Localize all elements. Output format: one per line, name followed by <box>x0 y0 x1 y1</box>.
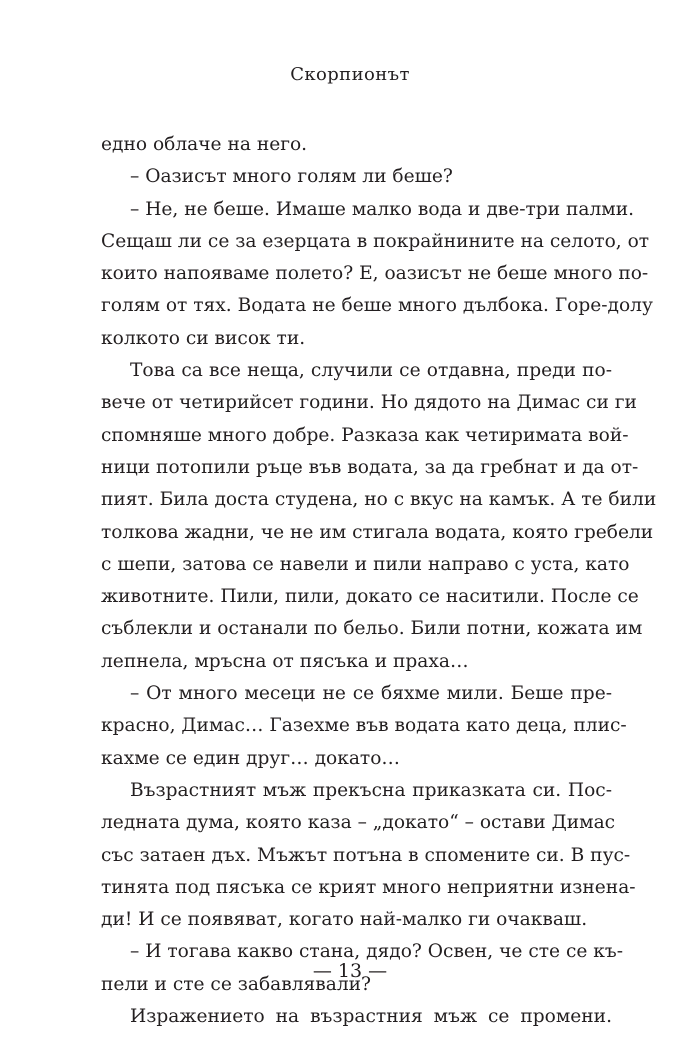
text-line: спомняше много добре. Разказа как четиримата вой- <box>101 424 629 446</box>
text-line: толкова жадни, че не им стигала водата, която гребели <box>101 521 654 543</box>
text-line: ници потопили ръце във водата, за да гребнат и да от- <box>101 456 639 478</box>
text-line: вече от четирийсет години. Но дядото на Димас си ги <box>101 392 637 414</box>
text-line: ди! И се появяват, когато най-малко ги очакваш. <box>101 909 588 931</box>
text-line: голям от тях. Водата не беше много дълбока. Горе-долу <box>101 295 653 317</box>
text-line: едно облаче на него. <box>101 134 308 155</box>
text-line: кахме се един друг… докато… <box>101 747 401 769</box>
text-line: Изражението на възрастния мъж се промени. <box>130 1006 612 1028</box>
text-line: пият. Била доста студена, но с вкус на камък. А те били <box>101 489 657 511</box>
text-line: с шепи, затова се навели и пили направо с уста, като <box>101 553 630 575</box>
text-line: Възрастният мъж прекъсна приказката си. Пос- <box>130 779 612 801</box>
text-line: колкото си висок ти. <box>101 327 306 349</box>
text-line: съблекли и останали по бельо. Били потни, кожата им <box>101 618 643 640</box>
text-line: Това са все неща, случили се отдавна, преди по- <box>130 360 612 382</box>
running-header: Скорпионът <box>290 64 410 85</box>
text-line: Сещаш ли се за езерцата в покрайнините на селото, от <box>101 230 650 252</box>
text-line: тинята под пясъка се крият много неприятни изнена- <box>101 876 636 898</box>
text-line: със затаен дъх. Мъжът потъна в спомените си. В пус- <box>101 844 631 866</box>
text-line: – Оазисът много голям ли беше? <box>130 166 453 188</box>
text-line: ледната дума, която каза – „докато“ – остави Димас <box>101 812 616 834</box>
text-line: – От много месеци не се бяхме мили. Беше пре- <box>130 683 612 705</box>
body-text <box>101 129 657 1033</box>
text-line: – И тогава какво стана, дядо? Освен, че сте се къ- <box>130 941 624 963</box>
text-line: лепнела, мръсна от пясъка и праха… <box>101 650 469 672</box>
text-line: красно, Димас… Газехме във водата като деца, плис- <box>101 715 627 737</box>
text-line: които напояваме полето? Е, оазисът не беше много по- <box>101 263 649 285</box>
text-line: животните. Пили, пили, докато се наситили. После се <box>101 586 639 608</box>
page-number: — 13 — <box>312 960 388 982</box>
text-line: – Не, не беше. Имаше малко вода и две-три палми. <box>130 198 635 220</box>
text-line: пели и сте се забавлявали? <box>101 973 371 995</box>
